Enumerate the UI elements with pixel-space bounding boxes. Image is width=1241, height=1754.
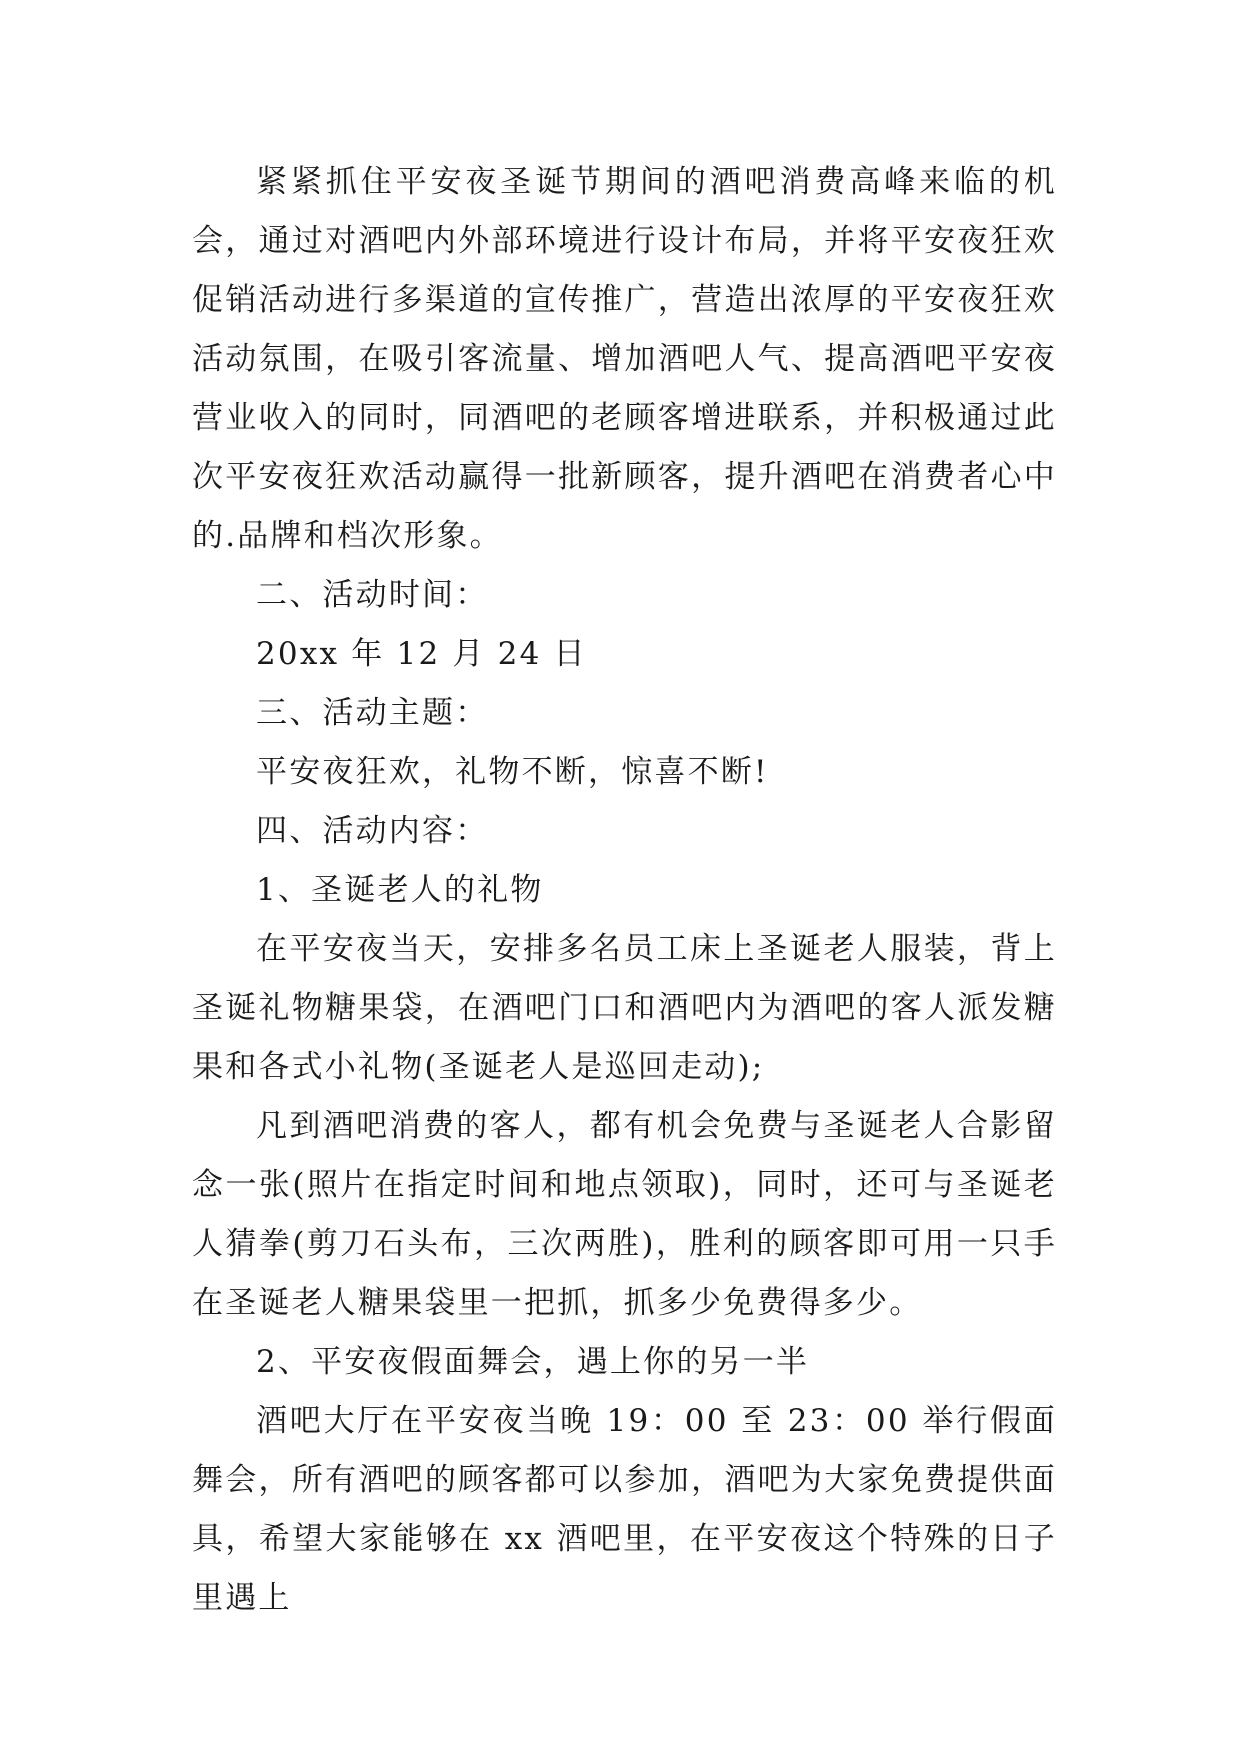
section-heading-activity-theme: 三、活动主题：	[256, 695, 489, 731]
subheading-santa-gifts: 1、圣诞老人的礼物	[256, 872, 544, 908]
section-heading-activity-content: 四、活动内容：	[256, 813, 489, 849]
santa-gifts-paragraph: 在平安夜当天，安排多名员工床上圣诞老人服装，背上圣诞礼物糖果袋，在酒吧门口和酒吧内为酒吧的客人派发糖果和各式小礼物(圣诞老人是巡回走动);	[192, 931, 1057, 1085]
section-heading-activity-time: 二、活动时间：	[256, 577, 489, 613]
document-body	[192, 153, 1057, 1628]
subheading-masquerade: 2、平安夜假面舞会，遇上你的另一半	[256, 1344, 810, 1380]
masquerade-paragraph: 酒吧大厅在平安夜当晚 19：00 至 23：00 举行假面舞会，所有酒吧的顾客都可以参加，酒吧为大家免费提供面具，希望大家能够在 xx 酒吧里，在平安夜这个特殊的日子里遇上	[192, 1403, 1057, 1616]
activity-date: 20xx 年 12 月 24 日	[256, 636, 587, 672]
activity-theme-text: 平安夜狂欢，礼物不断，惊喜不断!	[256, 754, 769, 790]
intro-paragraph: 紧紧抓住平安夜圣诞节期间的酒吧消费高峰来临的机会，通过对酒吧内外部环境进行设计布局，并将平安夜狂欢促销活动进行多渠道的宣传推广，营造出浓厚的平安夜狂欢活动氛围，在吸引客流量、增加酒吧人气、提高酒吧平安夜营业收入的同时，同酒吧的老顾客增进联系，并积极通过此次平安夜狂欢活动赢得一批新顾客，提升酒吧在消费者心中的.品牌和档次形象。	[192, 164, 1057, 554]
santa-photo-paragraph: 凡到酒吧消费的客人，都有机会免费与圣诞老人合影留念一张(照片在指定时间和地点领取)，同时，还可与圣诞老人猜拳(剪刀石头布，三次两胜)，胜利的顾客即可用一只手在圣诞老人糖果袋里一把抓，抓多少免费得多少。	[192, 1108, 1057, 1321]
